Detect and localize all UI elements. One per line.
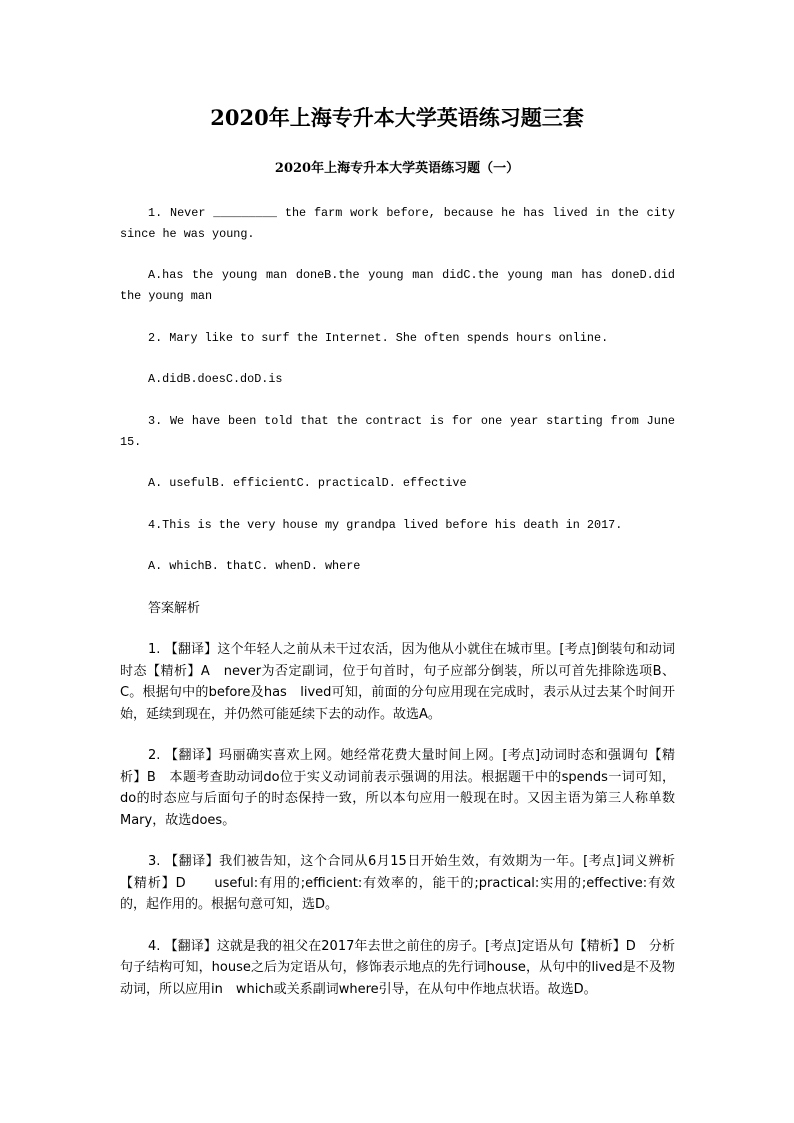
question-1-stem: 1. Never _________ the farm work before, because he has lived in the city since he was young. (120, 206, 675, 241)
question-3-options: A. usefulB. efficientC. practicalD. effective (148, 476, 467, 490)
answer-1: 1. 【翻译】这个年轻人之前从未干过农活，因为他从小就住在城市里。[考点]倒装句和动词时态【精析】A never为否定副词，位于句首时，句子应部分倒装，所以可首先排除选项B、C。根据句中的before及has lived可知，前面的分句应用现在完成时，表示从过去某个时间开始，延续到现在，并仍然可能延续下去的动作。故选A。 (120, 642, 675, 722)
answer-2: 2. 【翻译】玛丽确实喜欢上网。她经常花费大量时间上网。[考点]动词时态和强调句【精析】B 本题考查助动词do位于实义动词前表示强调的用法。根据题干中的spends一词可知，do的时态应与后面句子的时态保持一致，所以本句应用一般现在时。又因主语为第三人称单数Mary，故选does。 (120, 748, 675, 828)
question-3-stem: 3. We have been told that the contract is for one year starting from June 15. (120, 414, 675, 449)
question-2-stem: 2. Mary like to surf the Internet. She often spends hours online. (148, 331, 609, 345)
document-body (120, 203, 675, 1020)
answer-heading: 答案解析 (148, 601, 201, 616)
section-title: 2020年上海专升本大学英语练习题（一） (274, 161, 520, 176)
question-2-options: A.didB.doesC.doD.is (148, 372, 283, 386)
question-4-options: A. whichB. thatC. whenD. where (148, 559, 361, 573)
answer-3: 3. 【翻译】我们被告知，这个合同从6月15日开始生效，有效期为一年。[考点]词义辨析【精析】D useful:有用的;efficient:有效率的，能干的;practical:实用的;effective:有效的，起作用的。根据句意可知，选D。 (120, 854, 675, 912)
answer-4: 4. 【翻译】这就是我的祖父在2017年去世之前住的房子。[考点]定语从句【精析】D 分析句子结构可知，house之后为定语从句，修饰表示地点的先行词house，从句中的lived是不及物动词，所以应用in which或关系副词where引导，在从句中作地点状语。故选D。 (120, 938, 675, 997)
document-title: 2020年上海专升本大学英语练习题三套 (210, 105, 584, 130)
question-1-options: A.has the young man doneB.the young man didC.the young man has doneD.did the young man (120, 268, 675, 303)
question-4-stem: 4.This is the very house my grandpa lived before his death in 2017. (148, 518, 623, 532)
